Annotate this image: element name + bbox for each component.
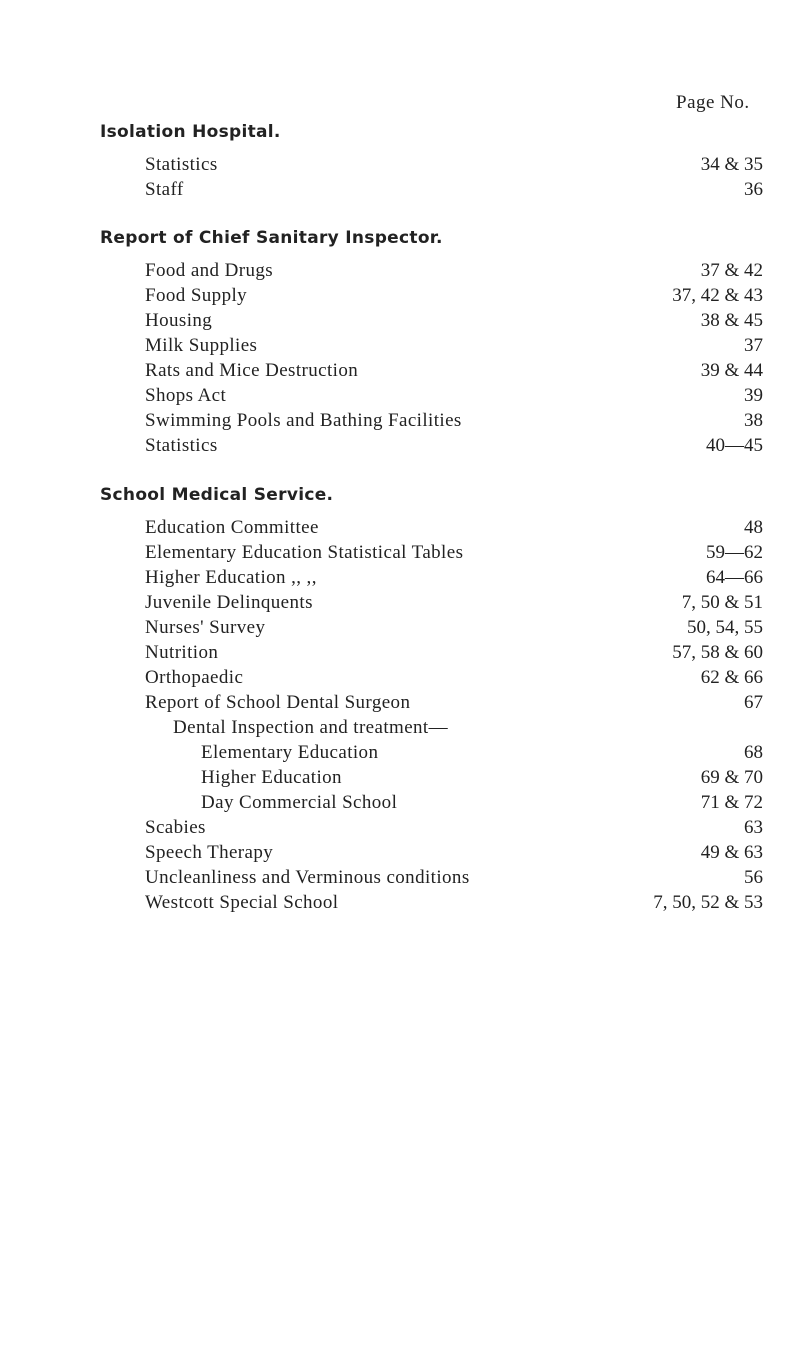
entry-page-number: 59—62 [706, 542, 763, 563]
entry-page-number: 68 [744, 742, 763, 763]
index-entry [0, 285, 800, 309]
entry-page-number: 62 & 66 [700, 667, 763, 688]
entry-page-number: 7, 50 & 51 [681, 592, 763, 613]
entry-page-number: 38 & 45 [700, 310, 763, 331]
section-heading: Isolation Hospital. [100, 122, 281, 142]
index-entry [0, 792, 800, 816]
index-entry [0, 642, 800, 666]
index-entry [0, 385, 800, 409]
index-entry [0, 617, 800, 641]
entry-page-number: 50, 54, 55 [687, 617, 763, 638]
index-entry [0, 717, 800, 741]
index-entry [0, 667, 800, 691]
entry-page-number: 36 [744, 179, 763, 200]
entry-label: Juvenile Delinquents [145, 592, 313, 613]
entry-page-number: 37, 42 & 43 [672, 285, 763, 306]
index-entry [0, 767, 800, 791]
entry-label: Statistics [145, 435, 218, 456]
entry-label: Swimming Pools and Bathing Facilities [145, 410, 462, 431]
entry-label: Dental Inspection and treatment— [173, 717, 449, 738]
entry-page-number: 34 & 35 [700, 154, 763, 175]
index-entry [0, 867, 800, 891]
entry-page-number: 40—45 [706, 435, 763, 456]
index-entry [0, 179, 800, 203]
index-entry [0, 260, 800, 284]
entry-label: Milk Supplies [145, 335, 258, 356]
entry-label: Higher Education [201, 767, 342, 788]
entry-label: Day Commercial School [201, 792, 398, 813]
entry-page-number: 39 & 44 [700, 360, 763, 381]
entry-page-number: 48 [744, 517, 763, 538]
index-entry [0, 842, 800, 866]
entry-label: Report of School Dental Surgeon [145, 692, 411, 713]
entry-label: Elementary Education Statistical Tables [145, 542, 464, 563]
entry-page-number: 69 & 70 [700, 767, 763, 788]
entry-page-number: 57, 58 & 60 [672, 642, 763, 663]
index-entry [0, 335, 800, 359]
entry-label: Uncleanliness and Verminous conditions [145, 867, 470, 888]
entry-page-number: 37 [744, 335, 763, 356]
index-entry [0, 692, 800, 716]
index-entry [0, 435, 800, 459]
index-entry [0, 542, 800, 566]
entry-page-number: 39 [744, 385, 763, 406]
entry-label: Statistics [145, 154, 218, 175]
entry-label: Education Committee [145, 517, 319, 538]
entry-label: Elementary Education [201, 742, 379, 763]
entry-page-number: 71 & 72 [700, 792, 763, 813]
entry-label: Staff [145, 179, 184, 200]
index-entry [0, 360, 800, 384]
entry-page-number: 38 [744, 410, 763, 431]
index-entry [0, 592, 800, 616]
index-entry [0, 310, 800, 334]
section-heading: School Medical Service. [100, 485, 334, 505]
page-no-header: Page No. [676, 92, 750, 113]
entry-label: Westcott Special School [145, 892, 339, 913]
index-entry [0, 742, 800, 766]
entry-page-number: 56 [744, 867, 763, 888]
index-entry [0, 817, 800, 841]
entry-page-number: 63 [744, 817, 763, 838]
entry-label: Scabies [145, 817, 206, 838]
section-heading: Report of Chief Sanitary Inspector. [100, 228, 443, 248]
entry-label: Nutrition [145, 642, 219, 663]
index-entry [0, 154, 800, 178]
entry-page-number: 64—66 [706, 567, 763, 588]
index-entry [0, 517, 800, 541]
entry-label: Housing [145, 310, 213, 331]
entry-page-number: 37 & 42 [700, 260, 763, 281]
index-entry [0, 410, 800, 434]
index-entry [0, 892, 800, 916]
entry-label: Nurses' Survey [145, 617, 266, 638]
entry-page-number: 7, 50, 52 & 53 [653, 892, 763, 913]
entry-label: Food Supply [145, 285, 248, 306]
entry-page-number: 67 [744, 692, 763, 713]
entry-label: Food and Drugs [145, 260, 274, 281]
entry-page-number: 49 & 63 [700, 842, 763, 863]
entry-label: Speech Therapy [145, 842, 274, 863]
index-entry [0, 567, 800, 591]
entry-label: Rats and Mice Destruction [145, 360, 359, 381]
entry-label: Shops Act [145, 385, 227, 406]
entry-label: Higher Education ,, ,, [145, 567, 317, 588]
entry-label: Orthopaedic [145, 667, 244, 688]
